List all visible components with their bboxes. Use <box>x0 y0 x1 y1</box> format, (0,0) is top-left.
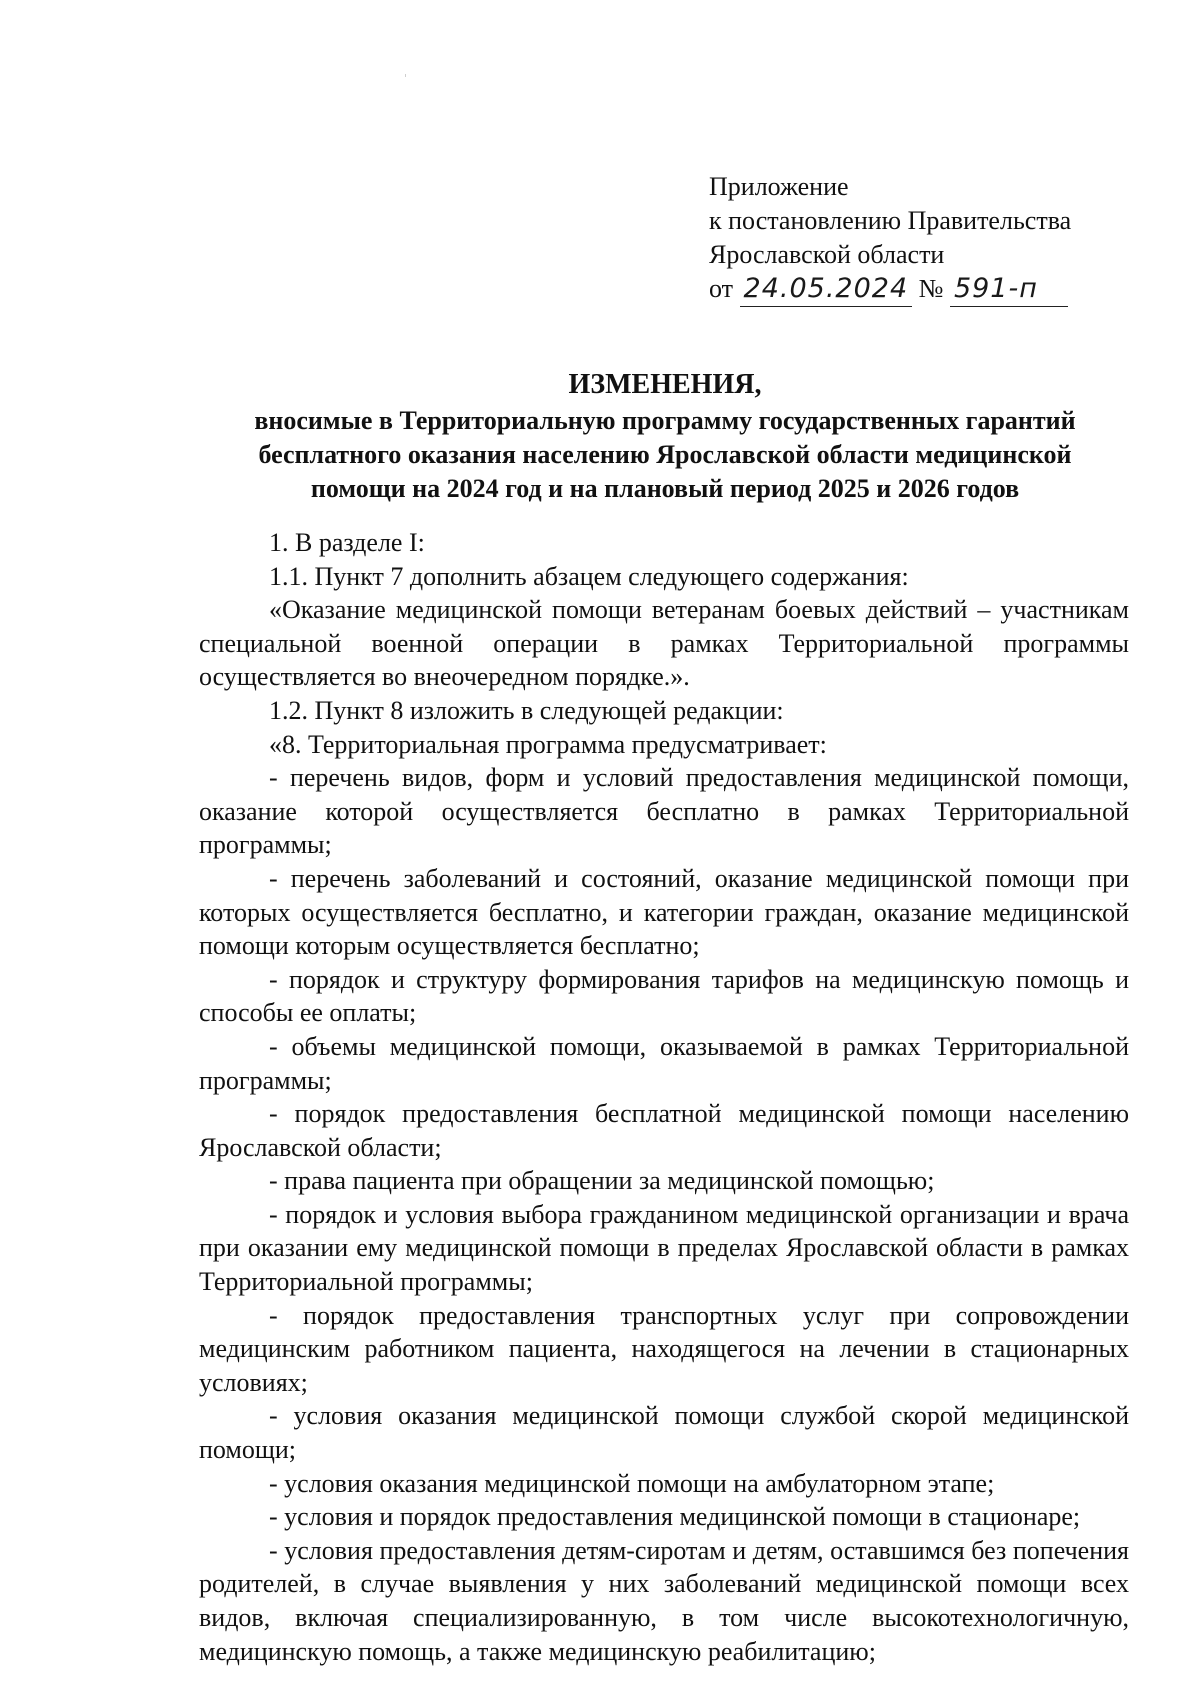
paragraph: - условия оказания медицинской помощи на амбулаторном этапе; <box>269 1468 995 1498</box>
title-subline: бесплатного оказания населению Ярославской области медицинской <box>258 440 1072 469</box>
paragraph: 1.1. Пункт 7 дополнить абзацем следующего содержания: <box>269 561 909 591</box>
appendix-header <box>709 170 1071 307</box>
title-subline: вносимые в Территориальную программу государственных гарантий <box>254 406 1076 435</box>
document-body <box>199 526 1129 1668</box>
paragraph: - условия предоставления детям-сиротам и детям, оставшимся без попечения родителей, в случае выявления у них заболеваний медицинской помощи всех видов, включая специализированную, в том числе высокотехнологичную, медицинскую помощь, а также медицинскую реабилитацию; <box>199 1535 1129 1666</box>
handwritten-date: 24.05.2024 <box>740 272 913 307</box>
appendix-region-line: Ярославской области <box>709 240 945 269</box>
handwritten-number: 591-п <box>950 272 1068 307</box>
paragraph: - условия оказания медицинской помощи службой скорой медицинской помощи; <box>199 1401 1129 1465</box>
scan-speck <box>405 74 406 77</box>
from-label: от <box>709 274 734 303</box>
paragraph: «8. Территориальная программа предусматривает: <box>269 729 827 759</box>
title-main: ИЗМЕНЕНИЯ, <box>568 369 762 400</box>
appendix-date-number-line <box>709 272 1071 307</box>
paragraph: «Оказание медицинской помощи ветеранам боевых действий – участникам специальной военной операции в рамках Территориальной программы осуществляется во внеочередном порядке.». <box>199 595 1129 692</box>
paragraph: - порядок и условия выбора гражданином медицинской организации и врача при оказании ему медицинской помощи в пределах Ярославской области в рамках Территориальной программы; <box>199 1199 1129 1297</box>
paragraph: - условия и порядок предоставления медицинской помощи в стационаре; <box>269 1502 1081 1532</box>
number-label: № <box>918 274 944 303</box>
paragraph: - права пациента при обращении за медицинской помощью; <box>269 1166 935 1196</box>
paragraph: 1.2. Пункт 8 изложить в следующей редакции: <box>269 695 784 725</box>
paragraph: - порядок предоставления транспортных услуг при сопровождении медицинским работником пациента, находящегося на лечении в стационарных условиях; <box>199 1300 1129 1397</box>
paragraph: - перечень видов, форм и условий предоставления медицинской помощи, оказание которой осуществляется бесплатно в рамках Территориальной программы; <box>199 763 1129 860</box>
document-title <box>200 366 1130 506</box>
paragraph: - порядок предоставления бесплатной медицинской помощи населению Ярославской области; <box>199 1099 1129 1162</box>
paragraph: 1. В разделе I: <box>269 528 425 557</box>
paragraph: - перечень заболеваний и состояний, оказание медицинской помощи при которых осуществляется бесплатно, и категории граждан, оказание медицинской помощи которым осуществляется бесплатно; <box>199 863 1129 961</box>
paragraph: - объемы медицинской помощи, оказываемой в рамках Территориальной программы; <box>199 1031 1129 1095</box>
appendix-label: Приложение <box>709 172 849 201</box>
title-subline: помощи на 2024 год и на плановый период 2025 и 2026 годов <box>310 474 1020 503</box>
appendix-resolution-line: к постановлению Правительства <box>709 206 1072 235</box>
paragraph: - порядок и структуру формирования тарифов на медицинскую помощь и способы ее оплаты; <box>199 964 1129 1028</box>
